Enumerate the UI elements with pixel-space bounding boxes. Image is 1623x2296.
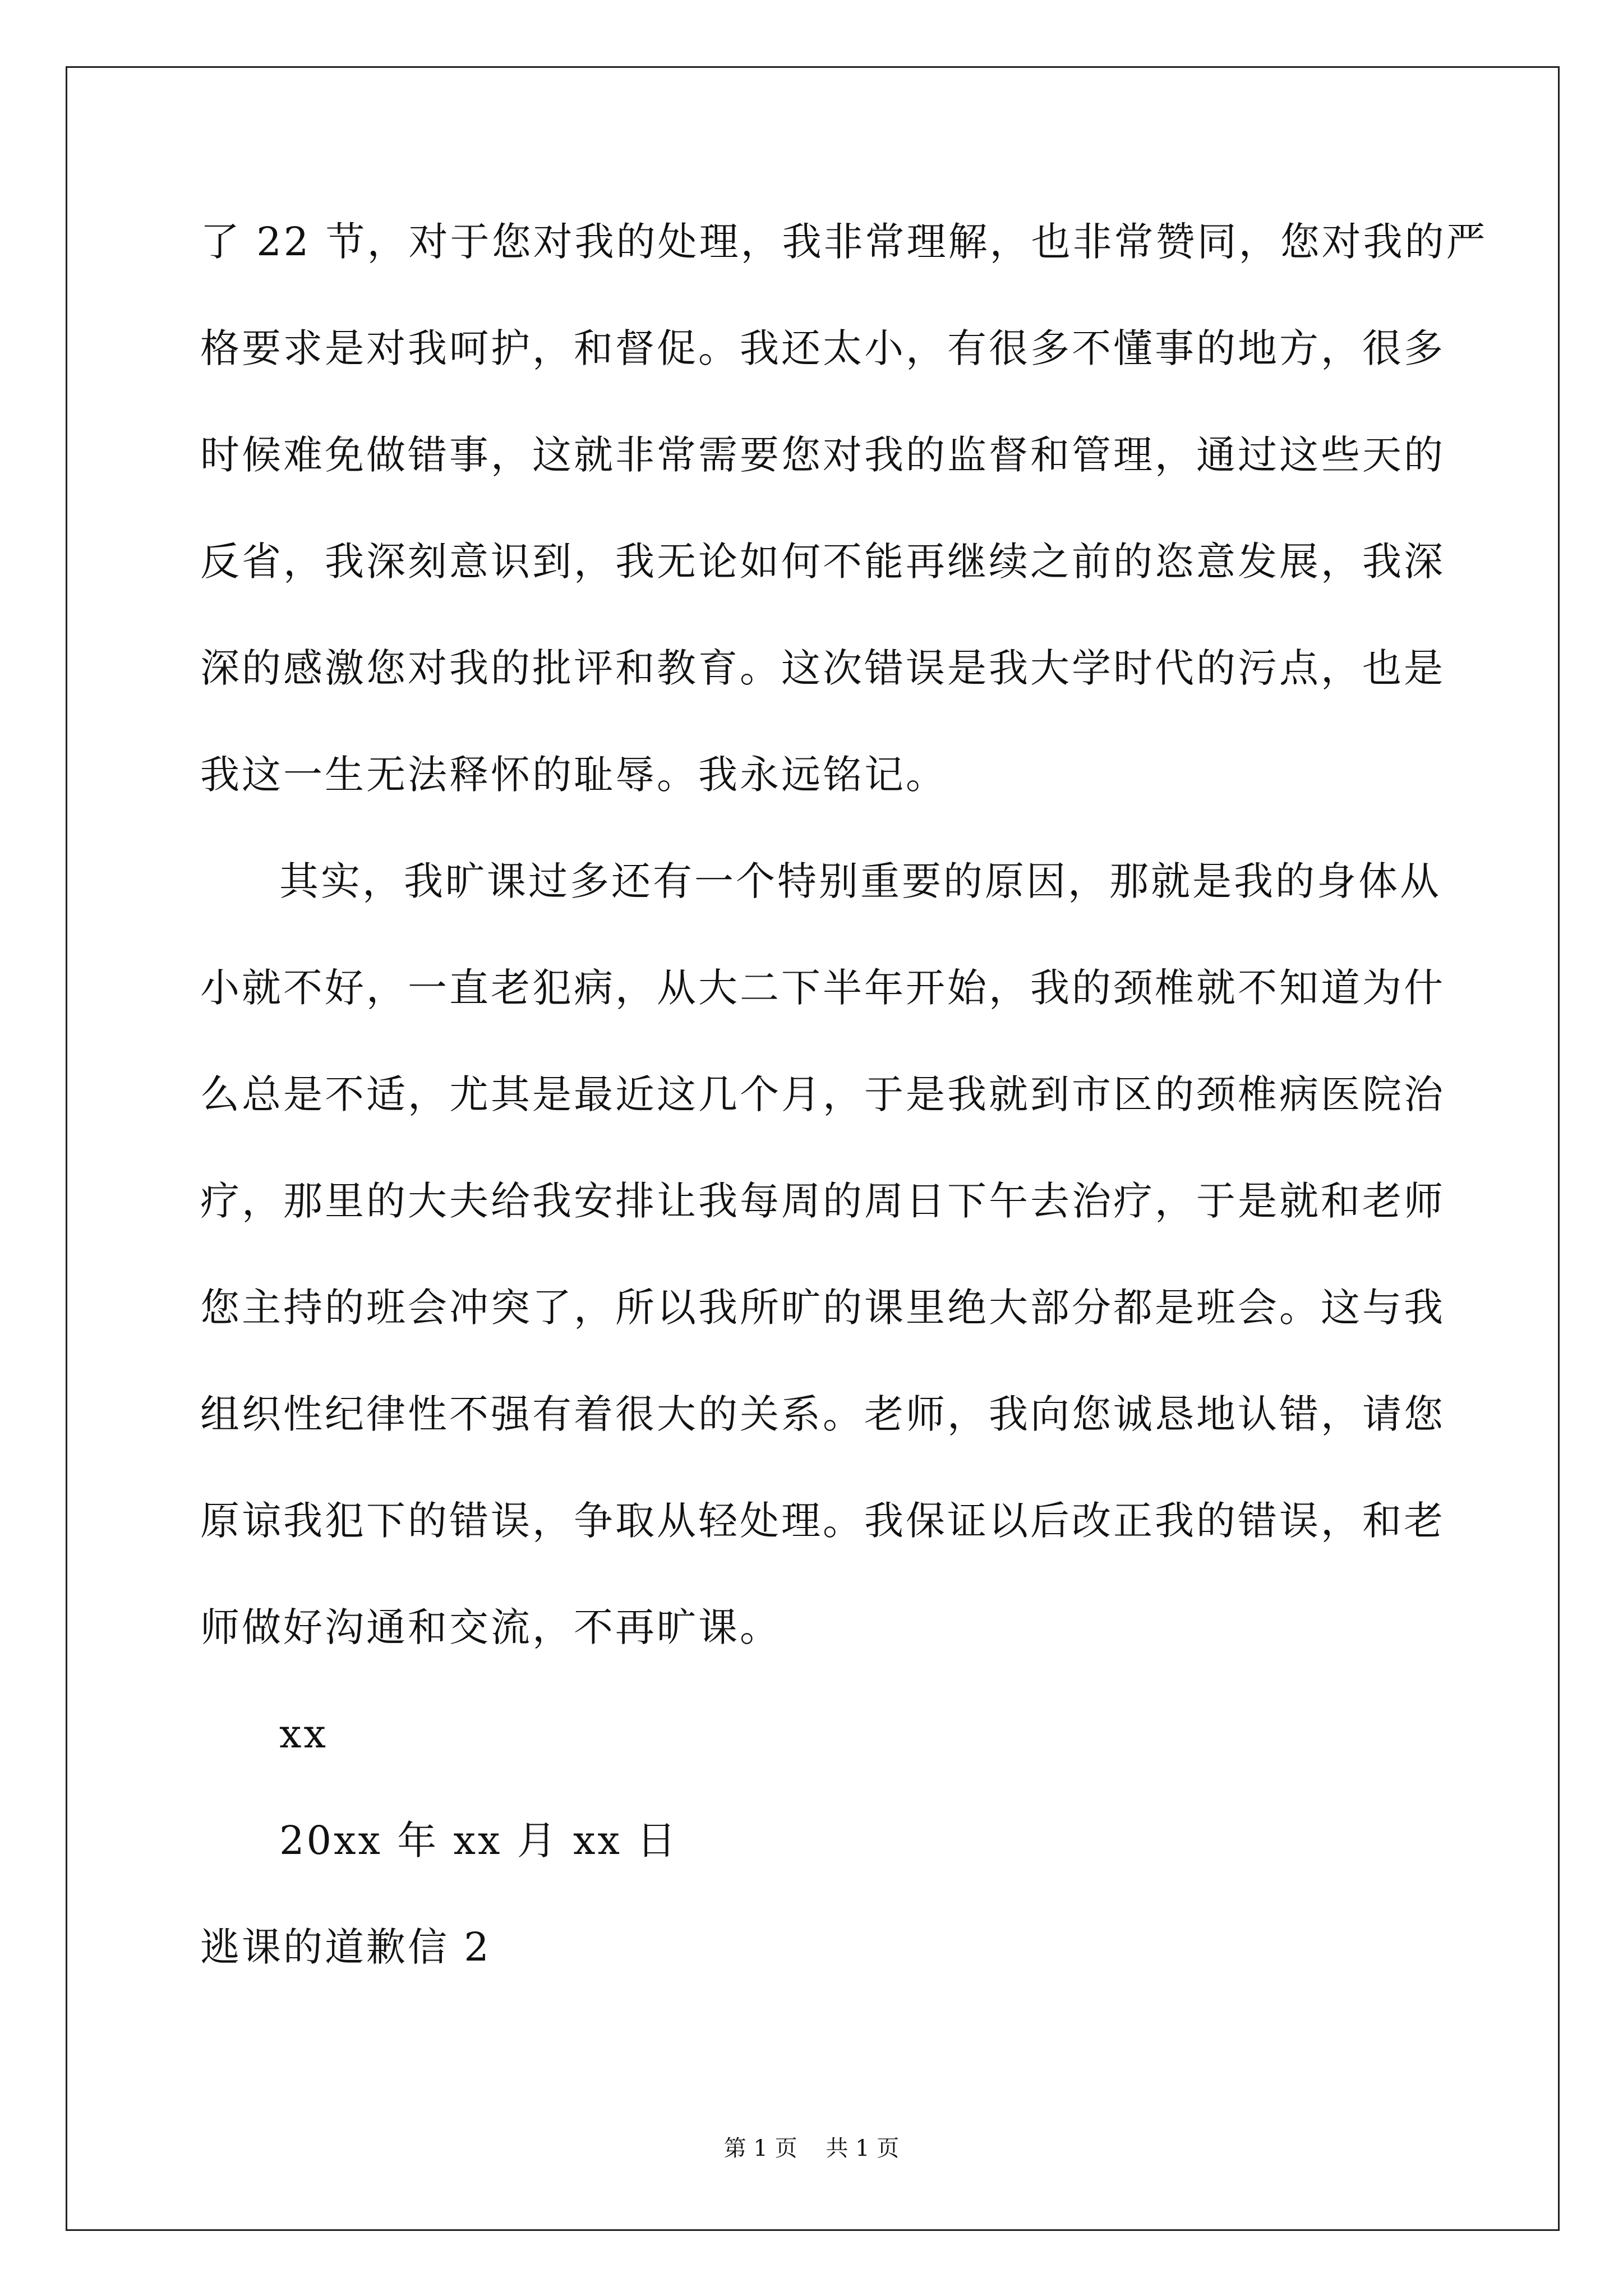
- next-section-title: 逃课的道歉信 2: [200, 1924, 491, 1970]
- letter-date: 20xx 年 xx 月 xx 日: [279, 1818, 679, 1864]
- text-line: 疗，那里的大夫给我安排让我每周的周日下午去治疗，于是就和老师: [200, 1178, 1445, 1224]
- text-line: 其实，我旷课过多还有一个特别重要的原因，那就是我的身体从: [279, 858, 1441, 904]
- document-body: [200, 211, 1488, 2023]
- text-line: 您主持的班会冲突了，所以我所旷的课里绝大部分都是班会。这与我: [200, 1285, 1445, 1331]
- text-line: 格要求是对我呵护，和督促。我还太小，有很多不懂事的地方，很多: [200, 325, 1445, 371]
- text-line: 深的感激您对我的批评和教育。这次错误是我大学时代的污点，也是: [200, 645, 1445, 691]
- text-line: 反省，我深刻意识到，我无论如何不能再继续之前的恣意发展，我深: [200, 539, 1445, 585]
- page-footer: 第 1 页 共 1 页: [723, 2136, 900, 2161]
- text-line: 我这一生无法释怀的耻辱。我永远铭记。: [200, 752, 947, 798]
- text-line: 么总是不适，尤其是最近这几个月，于是我就到市区的颈椎病医院治: [200, 1071, 1445, 1117]
- text-line: 原谅我犯下的错误，争取从轻处理。我保证以后改正我的错误，和老: [200, 1498, 1445, 1544]
- text-line: 组织性纪律性不强有着很大的关系。老师，我向您诚恳地认错，请您: [200, 1391, 1445, 1437]
- text-line: 时候难免做错事，这就非常需要您对我的监督和管理，通过这些天的: [200, 432, 1445, 478]
- text-line: 师做好沟通和交流，不再旷课。: [200, 1604, 781, 1650]
- signature: xx: [279, 1711, 328, 1757]
- text-line: 小就不好，一直老犯病，从大二下半年开始，我的颈椎就不知道为什: [200, 965, 1445, 1011]
- text-line: 了 22 节，对于您对我的处理，我非常理解，也非常赞同，您对我的严: [200, 219, 1488, 265]
